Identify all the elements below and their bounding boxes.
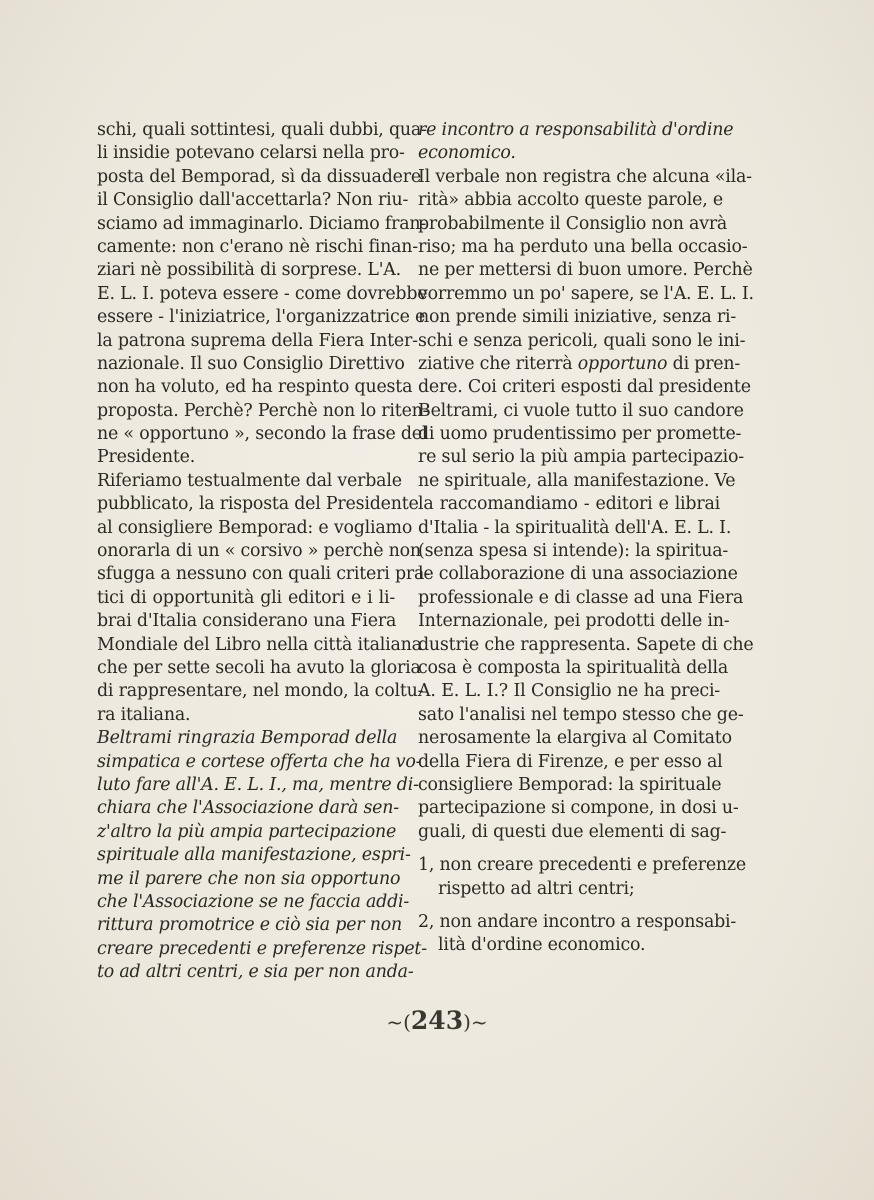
- text-line: consigliere Bemporad: la spirituale: [418, 774, 722, 795]
- paragraph-2: [97, 470, 430, 727]
- text-line: ne spirituale, alla manifestazione. Ve: [418, 470, 736, 491]
- text-line: Mondiale del Libro nella città italiana: [97, 634, 422, 655]
- list-item: [418, 911, 737, 958]
- text-line: dere. Coi criteri esposti dal presidente: [418, 377, 751, 398]
- text-line: rità» abbia accolto queste parole, e: [418, 190, 723, 211]
- page-number: [0, 1006, 874, 1035]
- spacer: [418, 844, 720, 854]
- list-line: 2, non andare incontro a responsabi-: [418, 911, 737, 932]
- text-line: riso; ma ha perduto una bella occasio-: [418, 236, 748, 257]
- text-line: guali, di questi due elementi di sag-: [418, 821, 727, 842]
- text-line: sciamo ad immaginarlo. Diciamo fran-: [97, 213, 427, 234]
- text-line: Riferiamo testualmente dal verbale: [97, 470, 402, 491]
- text-line: Internazionale, pei prodotti delle in-: [418, 611, 730, 632]
- text-line: al consigliere Bemporad: e vogliamo: [97, 517, 413, 538]
- text-line: proposta. Perchè? Perchè non lo riten-: [97, 400, 429, 421]
- right-column: [418, 119, 754, 958]
- text-line: economico.: [418, 143, 516, 164]
- text-line: di rappresentare, nel mondo, la coltu-: [97, 681, 424, 702]
- ornament-right: )~: [463, 1010, 488, 1034]
- left-column: [97, 119, 430, 984]
- text-line: cosa è composta la spiritualità della: [418, 657, 728, 678]
- text-line: nazionale. Il suo Consiglio Direttivo: [97, 353, 405, 374]
- text-line: la patrona suprema della Fiera Inter-: [97, 330, 418, 351]
- list-line: lità d'ordine economico.: [438, 935, 646, 956]
- italic-quote: [97, 727, 427, 984]
- text-line: ne per mettersi di buon umore. Perchè: [418, 260, 753, 281]
- text-line: (senza spesa si intende): la spiritua-: [418, 541, 729, 562]
- text-line: onorarla di un « corsivo » perchè non: [97, 541, 421, 562]
- text-line: chiara che l'Associazione darà sen-: [97, 798, 399, 819]
- text-line: luto fare all'A. E. L. I., ma, mentre di-: [97, 774, 419, 795]
- text-line: vorremmo un po' sapere, se l'A. E. L. I.: [418, 283, 754, 304]
- text-line: li insidie potevano celarsi nella pro-: [97, 143, 405, 164]
- text-line: ziari nè possibilità di sorprese. L'A.: [97, 260, 401, 281]
- text-line: Beltrami ringrazia Bemporad della: [97, 728, 398, 749]
- text-line: d'Italia - la spiritualità dell'A. E. L. I.: [418, 517, 732, 538]
- spacer: [418, 901, 720, 911]
- text-line: partecipazione si compone, in dosi u-: [418, 798, 739, 819]
- list-line: 1, non creare precedenti e preferenze: [418, 855, 746, 876]
- text-line: le collaborazione di una associazione: [418, 564, 738, 585]
- text-line: essere - l'iniziatrice, l'organizzatrice e: [97, 307, 426, 328]
- text-line: simpatica e cortese offerta che ha vo-: [97, 751, 422, 772]
- page-number-value: 243: [410, 1006, 464, 1035]
- list-item: [418, 854, 746, 901]
- text-line: non prende simili iniziative, senza ri-: [418, 307, 737, 328]
- text-line: che per sette secoli ha avuto la gloria: [97, 657, 421, 678]
- text-line: della Fiera di Firenze, e per esso al: [418, 751, 723, 772]
- text-fragment: ziative che riterrà: [418, 353, 578, 374]
- italic-word: opportuno: [577, 353, 668, 374]
- text-line: tici di opportunità gli editori e i li-: [97, 587, 395, 608]
- text-line: sfugga a nessuno con quali criteri pra-: [97, 564, 430, 585]
- text-line: posta del Bemporad, sì da dissuadere: [97, 166, 421, 187]
- text-line: to ad altri centri, e sia per non anda-: [97, 962, 414, 983]
- text-line: Presidente.: [97, 447, 196, 468]
- text-line: [418, 353, 741, 376]
- text-line: schi, quali sottintesi, quali dubbi, qua-: [97, 120, 427, 140]
- text-line: ne « opportuno », secondo la frase del: [97, 424, 428, 445]
- text-line: E. L. I. poteva essere - come dovrebbe: [97, 283, 428, 304]
- text-line: spirituale alla manifestazione, espri-: [97, 845, 411, 866]
- text-fragment: di pren-: [667, 353, 741, 374]
- text-line: creare precedenti e preferenze rispet-: [97, 938, 427, 959]
- paragraph-3: [418, 166, 754, 844]
- text-line: probabilmente il Consiglio non avrà: [418, 213, 728, 234]
- paragraph-1: [97, 119, 429, 470]
- text-line: Beltrami, ci vuole tutto il suo candore: [418, 400, 744, 421]
- text-line: re sul serio la più ampia partecipazio-: [418, 447, 744, 468]
- text-line: di uomo prudentissimo per promette-: [418, 424, 742, 445]
- text-line: nerosamente la elargiva al Comitato: [418, 728, 732, 749]
- text-line: non ha voluto, ed ha respinto questa: [97, 377, 413, 398]
- list-line: rispetto ad altri centri;: [438, 878, 635, 899]
- text-line: dustrie che rappresenta. Sapete di che: [418, 634, 754, 655]
- text-line: ra italiana.: [97, 704, 191, 725]
- text-line: A. E. L. I.? Il Consiglio ne ha preci-: [418, 681, 720, 702]
- text-line: sato l'analisi nel tempo stesso che ge-: [418, 704, 744, 725]
- text-line: camente: non c'erano nè rischi finan-: [97, 236, 418, 257]
- ornament-left: ~(: [386, 1010, 411, 1034]
- text-line: Il verbale non registra che alcuna «ila-: [418, 166, 752, 187]
- text-line: me il parere che non sia opportuno: [97, 868, 401, 889]
- text-line: rittura promotrice e ciò sia per non: [97, 915, 402, 936]
- italic-quote-end: [418, 119, 734, 166]
- text-line: brai d'Italia considerano una Fiera: [97, 611, 397, 632]
- text-line: pubblicato, la risposta del Presidente: [97, 494, 419, 515]
- text-line: z'altro la più ampia partecipazione: [97, 821, 397, 842]
- text-line: che l'Associazione se ne faccia addi-: [97, 891, 410, 912]
- text-line: il Consiglio dall'accettarla? Non riu-: [97, 190, 409, 211]
- text-line: schi e senza pericoli, quali sono le ini-: [418, 330, 746, 351]
- text-line: re incontro a responsabilità d'ordine: [418, 120, 734, 140]
- text-line: professionale e di classe ad una Fiera: [418, 587, 744, 608]
- text-line: la raccomandiamo - editori e librai: [418, 494, 720, 515]
